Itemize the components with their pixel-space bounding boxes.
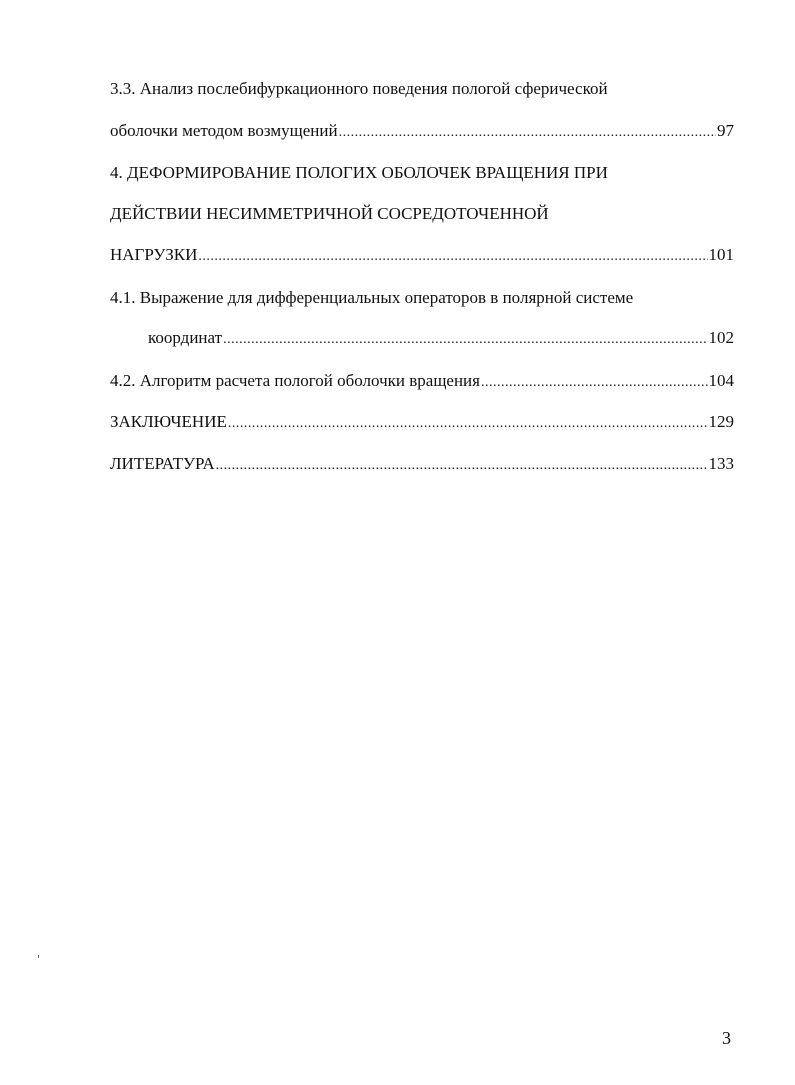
toc-entry-text: ДЕЙСТВИИ НЕСИММЕТРИЧНОЙ СОСРЕДОТОЧЕННОЙ: [110, 204, 549, 223]
toc-entry-text: 4. ДЕФОРМИРОВАНИЕ ПОЛОГИХ ОБОЛОЧЕК ВРАЩЕНИЯ ПРИ: [110, 163, 608, 182]
toc-page-number: 102: [708, 328, 734, 347]
toc-chapter-4-line-1: [110, 163, 734, 183]
toc-entry-4-2: [110, 371, 734, 393]
scan-speck: [38, 955, 39, 958]
page-number: 3: [722, 1028, 731, 1048]
toc-entry-text: 4.1. Выражение для дифференциальных операторов в полярной системе: [110, 288, 634, 307]
toc-entry-3-3-line-1: [110, 79, 734, 99]
toc-entry-text: ЛИТЕРАТУРА: [110, 454, 215, 473]
toc-page-number: 133: [708, 454, 734, 473]
dot-leader: [223, 330, 707, 350]
toc-page-number: 101: [708, 245, 734, 264]
toc-entry-literature: [110, 454, 734, 476]
toc-chapter-4-line-3: [110, 245, 734, 267]
toc-entry-text: оболочки методом возмущений: [110, 121, 338, 140]
dot-leader: [198, 247, 707, 267]
dot-leader: [339, 123, 716, 143]
toc-entry-text: 3.3. Анализ послебифуркационного поведения пологой сферической: [110, 79, 608, 98]
toc-entry-text: координат: [148, 328, 223, 347]
toc-entry-4-1-line-2: [148, 328, 734, 350]
toc-page-number: 97: [717, 121, 734, 140]
toc-entry-text: НАГРУЗКИ: [110, 245, 198, 264]
dot-leader: [481, 373, 708, 393]
toc-entry-3-3-line-2: [110, 121, 734, 143]
toc-chapter-4-line-2: [110, 204, 734, 224]
dot-leader: [216, 456, 708, 476]
toc-entry-text: ЗАКЛЮЧЕНИЕ: [110, 412, 227, 431]
dot-leader: [228, 414, 708, 434]
toc-entry-text: 4.2. Алгоритм расчета пологой оболочки вращения: [110, 371, 480, 390]
toc-entry-conclusion: [110, 412, 734, 434]
toc-entry-4-1-line-1: [110, 288, 734, 308]
toc-page-number: 129: [708, 412, 734, 431]
toc-page-number: 104: [708, 371, 734, 390]
